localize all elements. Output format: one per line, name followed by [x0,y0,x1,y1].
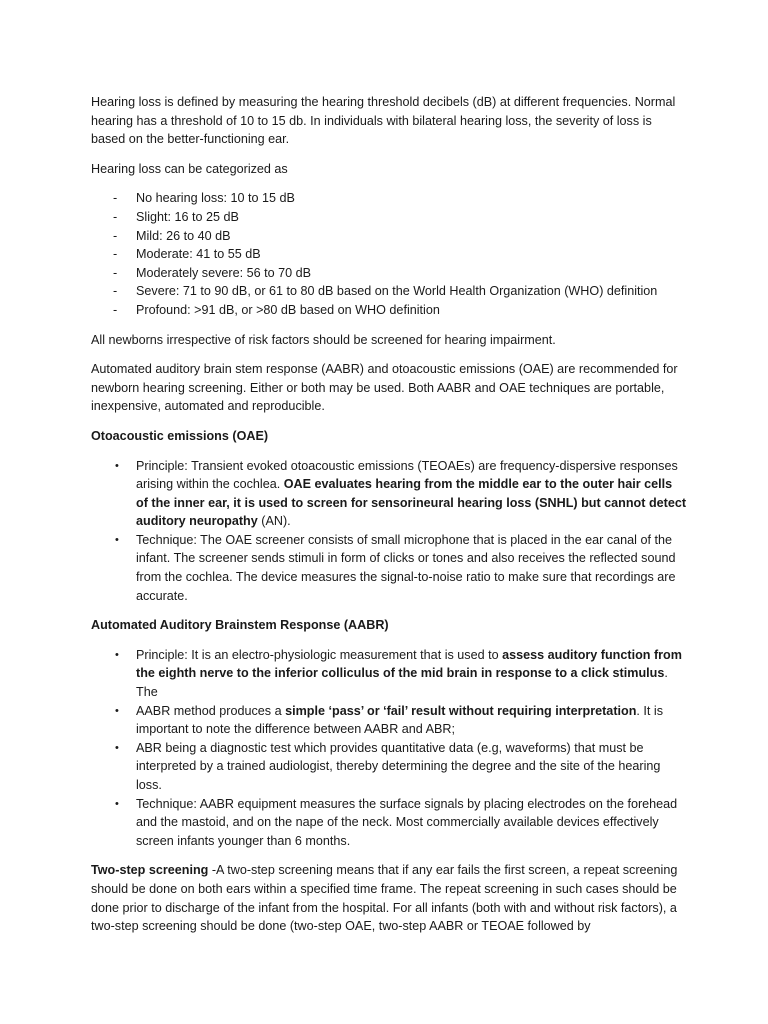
bullet-marker: • [115,741,119,754]
aabr-heading: Automated Auditory Brainstem Response (AABR) [91,618,389,633]
two-step-paragraph: Two-step screening -A two-step screening means that if any ear fails the first screen, a repeat screening should be done on both ears within a specified time frame. The repeat screening in such cases should be done prior to discharge of the infant from the hospital. For all infants (both with and without risk factors), a two-step screening should be done (two-step OAE, two-step AABR or TEOAE followed by [91,863,678,934]
list-item: • Principle: It is an electro-physiologic measurement that is used to assess auditory function from the eighth nerve to the inferior colliculus of the mid brain in response to a click stimulus. The [115,647,682,700]
list-item: • Technique: The OAE screener consists of small microphone that is placed in the ear canal of the infant. The screener sends stimuli in form of clicks or tones and also receives the reflected sound from the cochlea. The device measures the signal-to-noise ratio to make sure that recordings are accurate. [115,532,676,603]
dash-marker: - [113,265,118,280]
list-item: - Moderate: 41 to 55 dB [91,245,687,264]
list-item: • Technique: AABR equipment measures the surface signals by placing electrodes on the forehead and the mastoid, and on the nape of the neck. Most commercially available devices effectively screen infants younger than 6 months. [115,796,678,848]
categorized-intro: Hearing loss can be categorized as [91,161,288,176]
document-body [91,93,687,947]
list-item: - Mild: 26 to 40 dB [91,227,687,246]
newborns-paragraph: All newborns irrespective of risk factors should be screened for hearing impairment. [91,332,556,347]
aabr-oae-paragraph: Automated auditory brain stem response (AABR) and otoacoustic emissions (OAE) are recommended for newborn hearing screening. Either or both may be used. Both AABR and OAE techniques are portable, inexpensive, automated and reproducible. [91,362,678,414]
intro-paragraph: Hearing loss is defined by measuring the hearing threshold decibels (dB) at different frequencies. Normal hearing has a threshold of 10 to 15 db. In individuals with bilateral hearing loss, the severity of loss is based on the better-functioning ear. [91,95,676,147]
dash-marker: - [113,302,118,317]
dash-marker: - [113,284,118,299]
bullet-marker: • [115,648,119,661]
list-item: • ABR being a diagnostic test which provides quantitative data (e.g, waveforms) that must be interpreted by a trained audiologist, thereby determining the degree and the site of the hearing loss. [115,740,661,792]
list-item: • AABR method produces a simple ‘pass’ or ‘fail’ result without requiring interpretation. It is important to note the difference between AABR and ABR; [115,703,663,737]
aabr-bullet-list [91,646,687,851]
dash-marker: - [113,247,118,262]
bullet-marker: • [115,797,119,810]
bullet-marker: • [115,533,119,546]
dash-marker: - [113,228,118,243]
dash-marker: - [113,209,118,224]
bullet-marker: • [115,704,119,717]
dash-marker: - [113,191,118,206]
bullet-marker: • [115,459,119,472]
list-item: - Moderately severe: 56 to 70 dB [91,264,687,283]
list-item: - Severe: 71 to 90 dB, or 61 to 80 dB based on the World Health Organization (WHO) definition [91,282,687,301]
list-item: - Slight: 16 to 25 dB [91,208,687,227]
list-item: • Principle: Transient evoked otoacoustic emissions (TEOAEs) are frequency-dispersive responses arising within the cochlea. OAE evaluates hearing from the middle ear to the outer hair cells of the inner ear, it is used to screen for sensorineural hearing loss (SNHL) but cannot detect auditory neuropathy (AN). [115,458,687,529]
list-item: - No hearing loss: 10 to 15 dB [91,189,687,208]
hearing-loss-category-list [91,189,687,319]
oae-heading: Otoacoustic emissions (OAE) [91,428,269,443]
two-step-label: Two-step screening [91,863,209,878]
oae-bullet-list [91,457,687,606]
list-item: - Profound: >91 dB, or >80 dB based on WHO definition [91,301,687,320]
